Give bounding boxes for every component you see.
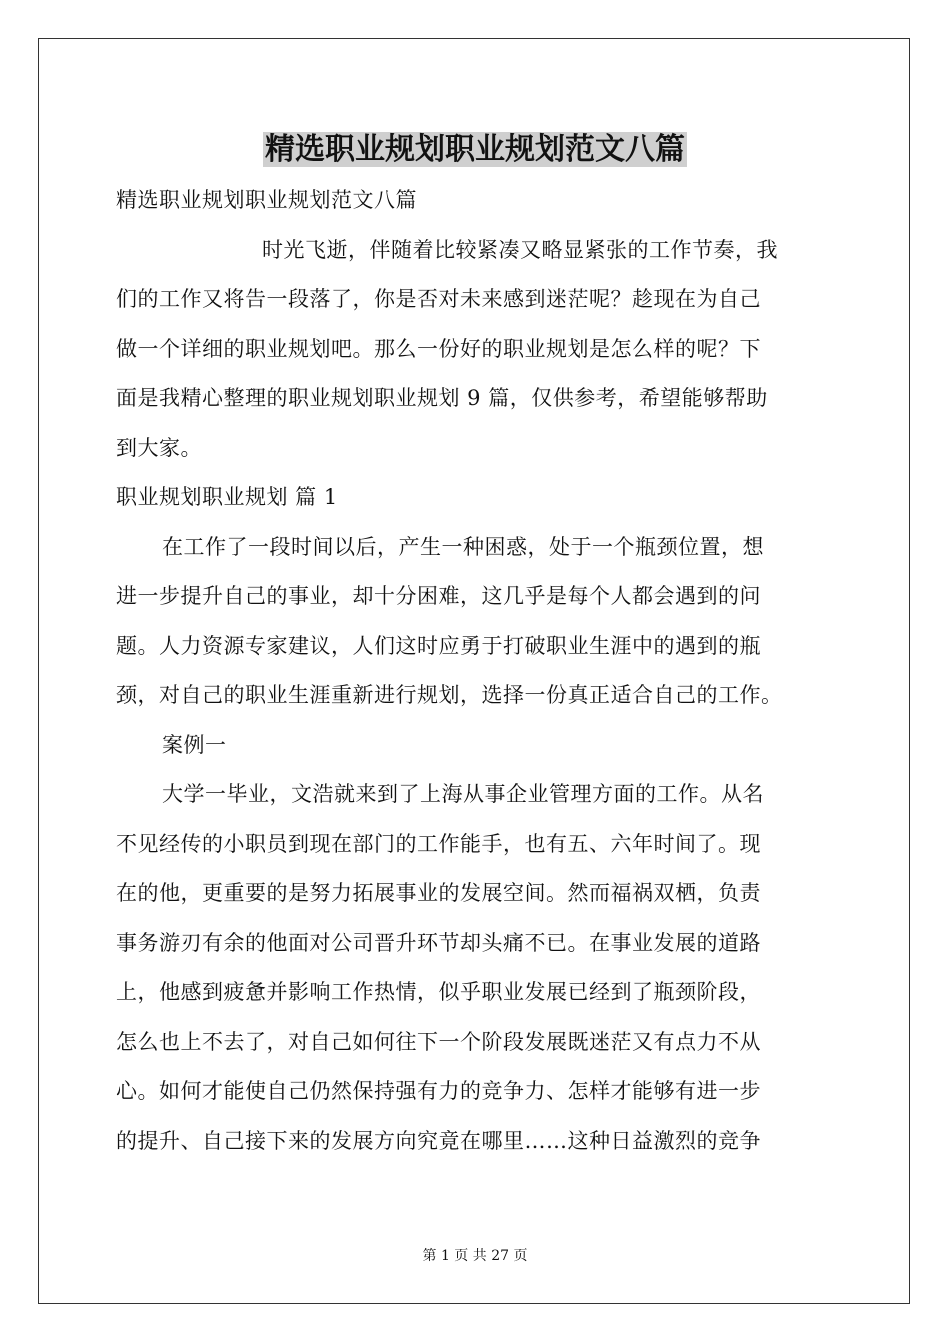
body-line: 们的工作又将告一段落了，你是否对未来感到迷茫呢？趁现在为自己 [116,287,761,311]
body-line: 在工作了一段时间以后，产生一种困惑，处于一个瓶颈位置，想 [162,534,764,559]
body-line: 题。人力资源专家建议，人们这时应勇于打破职业生涯中的遇到的瓶 [116,633,761,658]
document-title-text: 精选职业规划职业规划范文八篇 [265,132,685,167]
body-line: 做一个详细的职业规划吧。那么一份好的职业规划是怎么样的呢？下 [116,336,761,361]
body-line: 颈，对自己的职业生涯重新进行规划，选择一份真正适合自己的工作。 [116,683,783,707]
body-line: 在的他，更重要的是努力拓展事业的发展空间。然而福祸双栖，负责 [116,881,761,905]
body-line: 大学一毕业，文浩就来到了上海从事企业管理方面的工作。从名 [162,782,764,806]
body-line: 时光飞逝，伴随着比较紧凑又略显紧张的工作节奏，我 [262,237,778,262]
body-line: 上，他感到疲惫并影响工作热情，似乎职业发展已经到了瓶颈阶段， [116,980,761,1004]
body-line: 的提升、自己接下来的发展方向究竟在哪里……这种日益激烈的竞争 [116,1128,761,1153]
section-heading: 职业规划职业规划 篇 1 [116,485,338,509]
body-line: 怎么也上不去了，对自己如何往下一个阶段发展既迷茫又有点力不从 [116,1029,761,1054]
page-number-footer: 第 1 页 共 27 页 [422,1248,528,1264]
case-heading: 案例一 [162,732,227,757]
body-line: 到大家。 [116,435,202,460]
body-line: 进一步提升自己的事业，却十分困难，这几乎是每个人都会遇到的问 [116,584,761,608]
body-line: 面是我精心整理的职业规划职业规划 9 篇，仅供参考，希望能够帮助 [116,386,768,410]
body-line: 事务游刃有余的他面对公司晋升环节却头痛不已。在事业发展的道路 [116,930,761,955]
body-line: 精选职业规划职业规划范文八篇 [116,188,417,212]
body-line: 不见经传的小职员到现在部门的工作能手，也有五、六年时间了。现 [116,831,761,856]
document-title [0,126,950,174]
document-body [116,176,834,1166]
body-line: 心。如何才能使自己仍然保持强有力的竞争力、怎样才能够有进一步 [116,1079,761,1103]
